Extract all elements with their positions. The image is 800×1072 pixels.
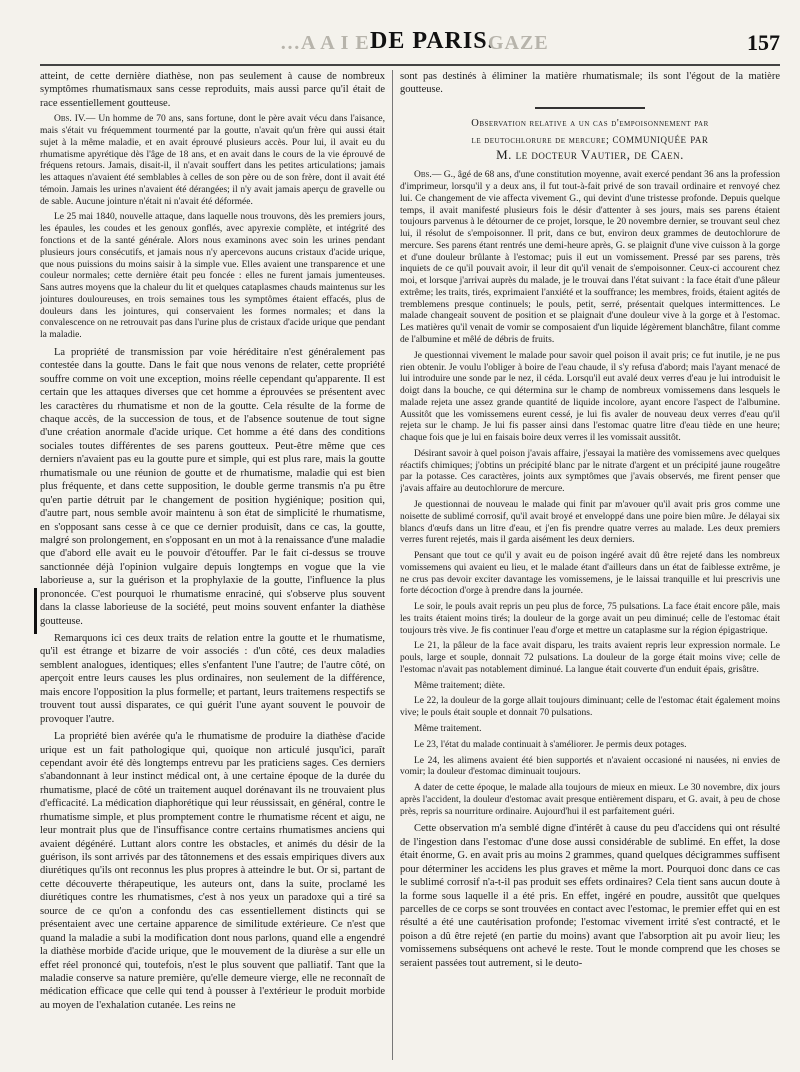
paragraph: atteint, de cette dernière diathèse, non pas seulement à cause de nombreux symptômes rhumatismaux sans cesse reproduits, mais aussi parce qu'il était de race essentiellement goutteuse.: [40, 71, 385, 109]
paragraph: Le 22, la douleur de la gorge allait toujours diminuant; celle de l'estomac était également moins vive; le pouls était souple et donnait 70 pulsations.: [400, 696, 780, 719]
observation-text: — G., âgé de 68 ans, d'une constitution moyenne, avait exercé pendant 36 ans la profession d'imprimeur, lorsqu'il y a deux ans, il fut tout-à-fait privé de son travail ordinaire et renvoyé chez lui. Ce changement de vie affecta vivement G., qui devint d'une tristesse profonde. Depuis quelque temps, il avait manifesté plusieurs fois le désir d'attenter à ses jours, mais ses parens étaient toujours parvenus à le détourner de ce projet, lorsque, le 20 novembre dernier, se trouvant seul chez lui, il résolut de s'empoisonner. Il prit, dans ce but, environ deux grammes de deutochlorure de mercure. Ses parens étant rentrés une demi-heure après, G. se plaignit d'une vive cuisson à la gorge et d'une douleur brûlante à l'estomac; puis il eut un vomissement. Pressé par ses parens, très inquiets de ce qu'il pouvait avoir, il leur dit qu'il venait de s'empoisonner. Ceux-ci accourent chez moi, et lorsque j'arrivai auprès du malade, je le trouvai dans l'état suivant : la face était d'une pâleur extrême; les traits, tirés, exprimaient l'anxiété et la souffrance; les membres, froids, étaient agités de tremblemens presque continuels; le pouls, petit, serré, présentait quelques intermittences. Le malade changeait souvent de position et se plaignait d'une douleur vive à la gorge et à l'estomac. Les matières qu'il venait de vomir se composaient d'un liquide légèrement blanchâtre, filant comme de l'albumine et mêlé de débris de fruits.: [400, 170, 780, 346]
paragraph: A dater de cette époque, le malade alla toujours de mieux en mieux. Le 30 novembre, dix jours après l'accident, la douleur d'estomac avait presque entièrement disparu, et G. avait, à peu de chose près, repris sa nourriture ordinaire. Aujourd'hui il est parfaitement guéri.: [400, 783, 780, 817]
paragraph: Le 21, la pâleur de la face avait disparu, les traits avaient repris leur expression normale. Le pouls, large et souple, donnait 72 pulsations. La douleur de la gorge était moins vive; celle de l'estomac n'avait pas notablement diminué. La langue était couverte d'un enduit épais, grisâtre.: [400, 641, 780, 675]
paragraph: La propriété bien avérée qu'a le rhumatisme de produire la diathèse d'acide urique est un fait pathologique qui, quoique non articulé jusqu'ici, paraît cependant avoir été dès longtemps entrevu par les praticiens sages. Ces derniers s'abandonnant à leur instinct médical ont, à une certaine époque de la durée du rhumatisme, placé de côté un traitement auquel dorénavant ils ne trouvaient plus d'efficacité. La médication diaphorétique qui leur réussissait, en général, contre le rhumatisme simple, et plus promptement contre le rhumatisme récent et aigu, ne leur montrait plus que de l'insuffisance contre certains rhumatismes anciens qui avaient dégénéré. Luttant alors contre les obstacles, et animés du désir de la guérison, ils sont arrivés par des tâtonnemens et des essais empiriques divers aux diurétiques qu'ils ont reconnus les plus propres à atteindre le but. Or si, partant de cette découverte thérapeutique, les auteurs ont, dans la suite, proclamé les diurétiques contre les rhumatismes, c'est à nos yeux un paradoxe qui a tiré sa source de ce qu'on a confondu des cas essentiellement distincts qui se présentaient avec une certaine apparence de similitude extérieure. Ce n'est que quand la maladie a subi la modification dont nous parlons, quand elle a engendré la diathèse morbide d'acide urique, que le mouvement de la diurèse a sur elle un effet réel prononcé qui, toutefois, n'est le plus souvent que palliatif. Tant que la maladie conserve sa nature première, qu'elle demeure vierge, elle ne reconnaît de médication efficace que celle qui tend à pousser à l'extérieur le produit morbide au moyen de l'exhalation cutanée. Les reins ne: [40, 731, 385, 1011]
observation-label: Obs.: [414, 170, 432, 181]
column-divider: [392, 70, 393, 1060]
paragraph: Le 24, les alimens avaient été bien supportés et n'avaient occasioné ni nausées, ni envies de vomir; la douleur d'estomac diminuait toujours.: [400, 755, 780, 778]
paragraph: Désirant savoir à quel poison j'avais affaire, j'essayai la matière des vomissemens avec quelques réactifs chimiques; j'obtins un précipité blanc par le nitrate d'argent et un précipité jaune rougeâtre par la potasse. Ces caractères, joints aux symptômes que j'avais observés, me firent penser que j'avais affaire au deutochlorure de mercure.: [400, 448, 780, 495]
observation-text: — Un homme de 70 ans, sans fortune, dont le père avait vécu dans l'aisance, mais s'était vu fréquemment tourmenté par la goutte, n'avait qu'un frère qui aussi était sujet à la même maladie, et en avait éprouvé plusieurs accès. Pour lui, il avait eu du rhumatisme apyrétique dès l'âge de 18 ans, et en avait dans le cours de la vie éprouvé de fréquens retours. Jamais, disait-il, il n'avait souffert dans les petites articulations; jamais les attaques n'avaient été semblables à celles de son père ou de son frère, dont il avait été témoin. Jamais les urines n'avaient été dérangées; il n'y avait jamais aperçu de gravelle ou de sable. Aucune jointure n'était ni n'avait été déformée.: [40, 114, 385, 207]
right-column: [400, 70, 780, 1060]
paragraph: Même traitement.: [414, 723, 482, 734]
observation-iv: [40, 114, 385, 208]
left-column: [40, 70, 385, 1060]
bleed-through-text-right: GAZE: [488, 32, 549, 54]
article-heading: [400, 117, 780, 164]
paragraph: Le soir, le pouls avait repris un peu plus de force, 75 pulsations. La face était encore pâle, mais les traits étaient moins tirés; la douleur de la gorge avait un peu diminué; celle de l'estomac était toujours très vive. Je fis continuer l'eau d'orge et mettre un cataplasme sur la région épigastrique.: [400, 602, 780, 636]
heading-fragment: communiquée par: [612, 130, 709, 146]
paragraph: Même traitement; diète.: [414, 680, 506, 691]
paragraph: Remarquons ici ces deux traits de relation entre la goutte et le rhumatisme, qu'il est étrange et bizarre de voir associés : d'un côté, ces deux maladies semblent analogues, identiques; elles s'enfantent l'une l'autre; de l'autre côté, on aperçoit entre leurs causes les plus ordinaires, non seulement de la différence, mais encore l'opposition la plus formelle; et partant, leurs traitemens respectifs se trouvent tout aussi disparates, ce qui guérit l'une ayant souvent le pouvoir de provoquer l'autre.: [40, 633, 385, 725]
heading-line: [400, 131, 780, 148]
paragraph: Le 23, l'état du malade continuait à s'améliorer. Je permis deux potages.: [414, 739, 687, 750]
page-number: 157: [747, 30, 780, 55]
running-title: DE PARIS.: [370, 28, 495, 54]
bleed-through-text-left: …A A I E: [280, 32, 370, 54]
paragraph: Je questionnai de nouveau le malade qui finit par m'avouer qu'il avait pris gros comme une noisette de sublimé corrosif, qu'il avait broyé et enveloppé dans une poire bien mûre. Je délayai six blancs d'œufs dans un litre d'eau, et j'en fis prendre quatre verres au malade. Les deux premiers verres furent rejetés, mais il garda aisément les deux derniers.: [400, 499, 780, 546]
paragraph: Pensant que tout ce qu'il y avait eu de poison ingéré avait dû être rejeté dans les nombreux vomissemens qui avaient eu lieu, et le malade étant d'ailleurs dans un état de faiblesse extrême, je ne crus pas devoir exciter davantage les vomissemens, je le laissai tranquille et lui prescrivis une forte décoction d'orge à prendre dans la journée.: [400, 551, 780, 597]
heading-fragment: le deutochlorure de mercure;: [471, 134, 610, 146]
paragraph: Je questionnai vivement le malade pour savoir quel poison il avait pris; ce fut inutile, je ne pus rien obtenir. Je voulu l'obliger à boire de l'eau chaude, il s'y refusa d'abord; mais l'ayant menacé de lui introduire une sonde par le nez, il céda. Lorsqu'il eut avalé deux verres d'eau je lui introduisit le doigt dans la bouche, ce qui détermina sur le champ de nombreux vomissemens dans lesquels le malade rejeta une assez grande quantité de liquide incolore, ayant encore l'aspect de l'albumine. Aussitôt que les vomissemens eurent cessé, je lui fis avaler de nouveau deux verres d'eau qu'il rejeta sur le champ. Je lui fis passer ainsi dans l'estomac quatre litre d'eau tiède en une heure; chaque fois que je lui en faisais boire deux verres il les vomissait aussitôt.: [400, 350, 780, 444]
paragraph: Le 25 mai 1840, nouvelle attaque, dans laquelle nous trouvons, dès les premiers jours, les épaules, les coudes et les genoux gonflés, avec apyrexie complète, et intégrité des fonctions et de la santé générale. Alors nous examinons avec soin les urines pendant plusieurs jours consécutifs, et jamais nous n'y apercevons aucuns cristaux d'acide urique, que nous puissions du moins saisir à la simple vue. Elles avaient une transparence et une couleur normales; cette dernière était peu foncée : elles ne furent jamais jumenteuses. Sans autres moyens que la chaleur du lit et quelques cataplasmes chauds maintenus sur les jointures douloureuses, en trois semaines tous les symptômes étaient effacés, plus de douleurs dans les jointures, qui conservaient les formes normales; et dans la convalescence on ne retrouvait pas dans l'urine plus de cristaux d'acide urique que pendant la maladie.: [40, 212, 385, 341]
header-rule: [40, 64, 780, 66]
margin-mark: [34, 588, 37, 634]
heading-author: M. le docteur Vautier, de Caen.: [496, 147, 684, 163]
observation: [400, 170, 780, 346]
paragraph: sont pas destinés à éliminer la matière rhumatismale; ils sont l'égout de la matière goutteuse.: [400, 71, 780, 96]
page-header: [40, 26, 780, 58]
section-separator: [535, 107, 645, 109]
paragraph: Cette observation m'a semblé digne d'intérêt à cause du peu d'accidens qui ont résulté de l'ingestion dans l'estomac d'une dose aussi considérable de sublimé. En effet, la dose était énorme, G. en avait pris au moins 2 grammes, quand quelques décigrammes suffisent pour déterminer les accidens les plus graves et même la mort. Pourquoi donc dans ce cas le sublimé corrosif n'a-t-il pas produit ses effets ordinaires? Cela tient sans aucun doute à la forme sous laquelle il a été pris. En effet, ingéré en poudre, aussitôt que quelques parcelles de ce corps se sont trouvées en contact avec l'estomac, le premier effet qui en est résulté a été une cautérisation profonde; l'estomac vivement irrité s'est contracté, et le poison a dû être rejeté (en partie du moins) avant que l'absorption ait pu avoir lieu; les vomissemens subséquens ont achevé le reste. Tout le monde comprend que les choses se seraient passées tout autrement, si le deuto-: [400, 823, 780, 969]
observation-label: Obs. IV.: [54, 114, 86, 125]
paragraph: La propriété de transmission par voie héréditaire n'est généralement pas contestée dans la goutte. Dans le fait que nous venons de relater, cette propriété souffre comme on voit une exception, moins réelle cependant qu'apparente. Il est certain que les attaques diverses que cet homme a éprouvées se présentent avec les caractères du rhumatisme et non de la goutte. Cela résulte de la forme de chaque accès, de la succession de tous, et de l'absence soutenue de tout signe d'une création anormale d'acide urique. Cet homme a été dans des conditions sociales toutes différentes de ses parens goutteux. Peut-être même que ces derniers n'avaient pas eu la goutte pure et simple, qui est plus rare, mais la goutte rhumatismale ou une réunion de goutte et de rhumatisme, maladie qui est bien plus fréquente, et dans cette supposition, le double germe transmis n'a pu être qu'en partie détruit par le changement de position hygiénique; position qui, d'autre part, nous semble avoir maintenu à son état de simplicité le rhumatisme, en s'opposant sans cesse à ce que ce dernier produisît, dans ce cas, la goutte, malgré son prolongement, en s'opposant en un mot à la renaissance d'une maladie que d'abord elle avait eu le pouvoir d'étouffer. Par le fait ci-dessus se trouve sanctionnée déjà l'opinion vulgaire depuis longtemps en vogue que la vie laborieuse a, sur la guérison et la prophylaxie de la goutte, l'influence la plus prononcée. C'est pourquoi le rhumatisme enraciné, qui s'observe plus souvent dans la classe laborieuse de la société, peut moins souvent enfanter la diathèse goutteuse.: [40, 346, 385, 627]
heading-line: Observation relative a un cas d'empoisonnement par: [471, 117, 709, 129]
